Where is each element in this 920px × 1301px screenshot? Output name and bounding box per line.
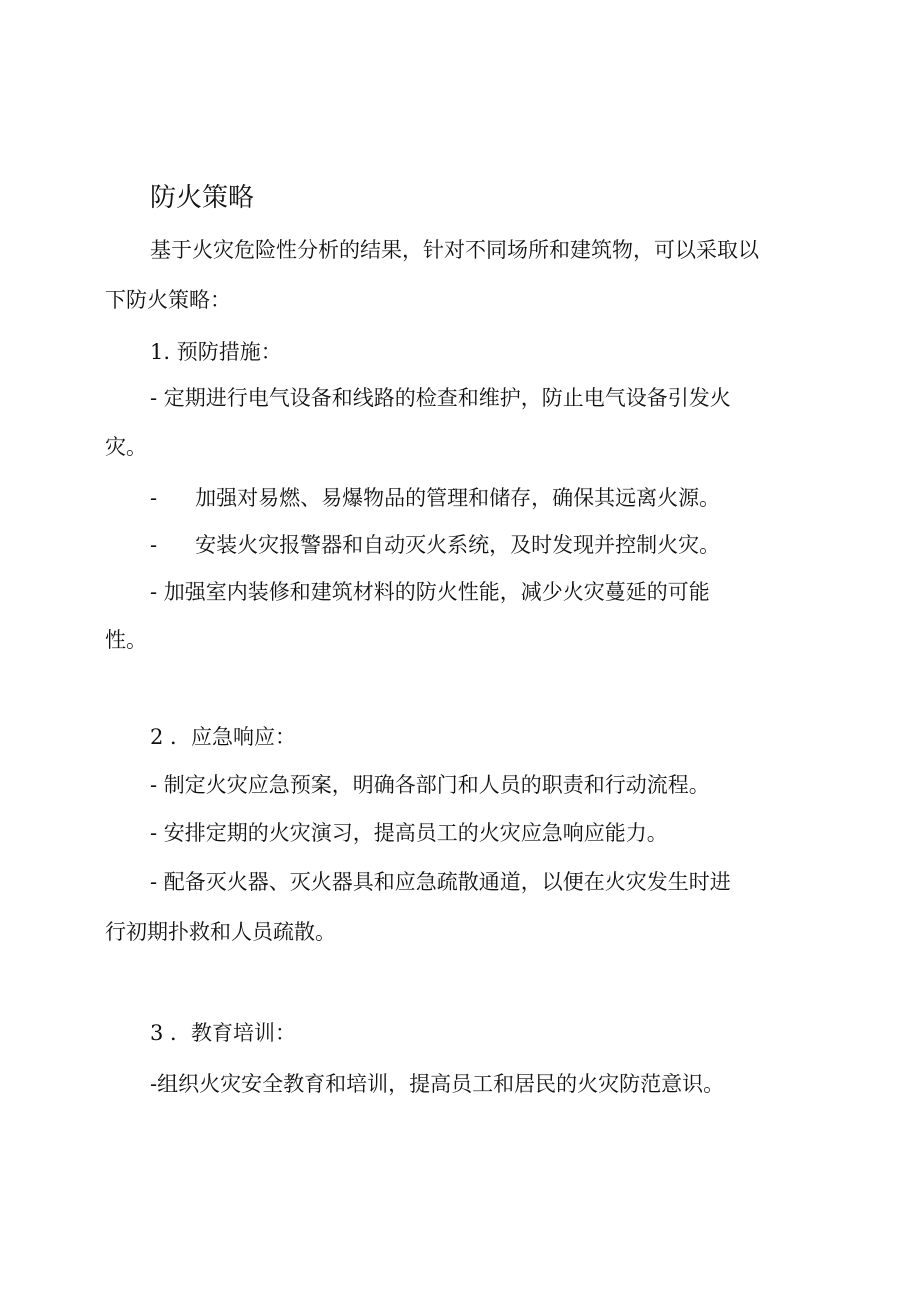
- section-2-item-3-line-2: 行初期扑救和人员疏散。: [105, 920, 336, 944]
- section-2-item-3-line-1: - 配备灭火器、灭火器具和应急疏散通道，以便在火灾发生时进: [150, 870, 731, 894]
- section-2-heading: 2 ．应急响应：: [150, 725, 297, 749]
- section-2-item-1: - 制定火灾应急预案，明确各部门和人员的职责和行动流程。: [150, 773, 710, 797]
- page-title: 防火策略: [150, 183, 255, 213]
- list-item-text: 加强对易燃、易爆物品的管理和储存，确保其远离火源。: [195, 486, 721, 510]
- section-3-heading: 3 ．教育培训：: [150, 1021, 297, 1045]
- list-dash: -: [150, 486, 158, 510]
- section-1-heading: 1. 预防措施：: [150, 340, 282, 364]
- section-1-item-1-line-1: - 定期进行电气设备和线路的检查和维护，防止电气设备引发火: [150, 386, 731, 410]
- section-1-item-3: [150, 530, 720, 560]
- section-1-item-2: [150, 483, 720, 513]
- intro-line-1: 基于火灾危险性分析的结果，针对不同场所和建筑物，可以采取以: [150, 238, 759, 262]
- intro-line-2: 下防火策略：: [105, 288, 231, 312]
- section-1-item-4-line-1: - 加强室内装修和建筑材料的防火性能，减少火灾蔓延的可能: [150, 580, 710, 604]
- section-2-item-2: - 安排定期的火灾演习，提高员工的火灾应急响应能力。: [150, 821, 668, 845]
- section-1-item-4-line-2: 性。: [105, 628, 147, 652]
- section-3-item-1: -组织火灾安全教育和培训，提高员工和居民的火灾防范意识。: [150, 1072, 725, 1096]
- list-item-text: 安装火灾报警器和自动灭火系统，及时发现并控制火灾。: [195, 533, 721, 557]
- section-1-item-1-line-2: 灾。: [105, 435, 147, 459]
- list-dash: -: [150, 533, 158, 557]
